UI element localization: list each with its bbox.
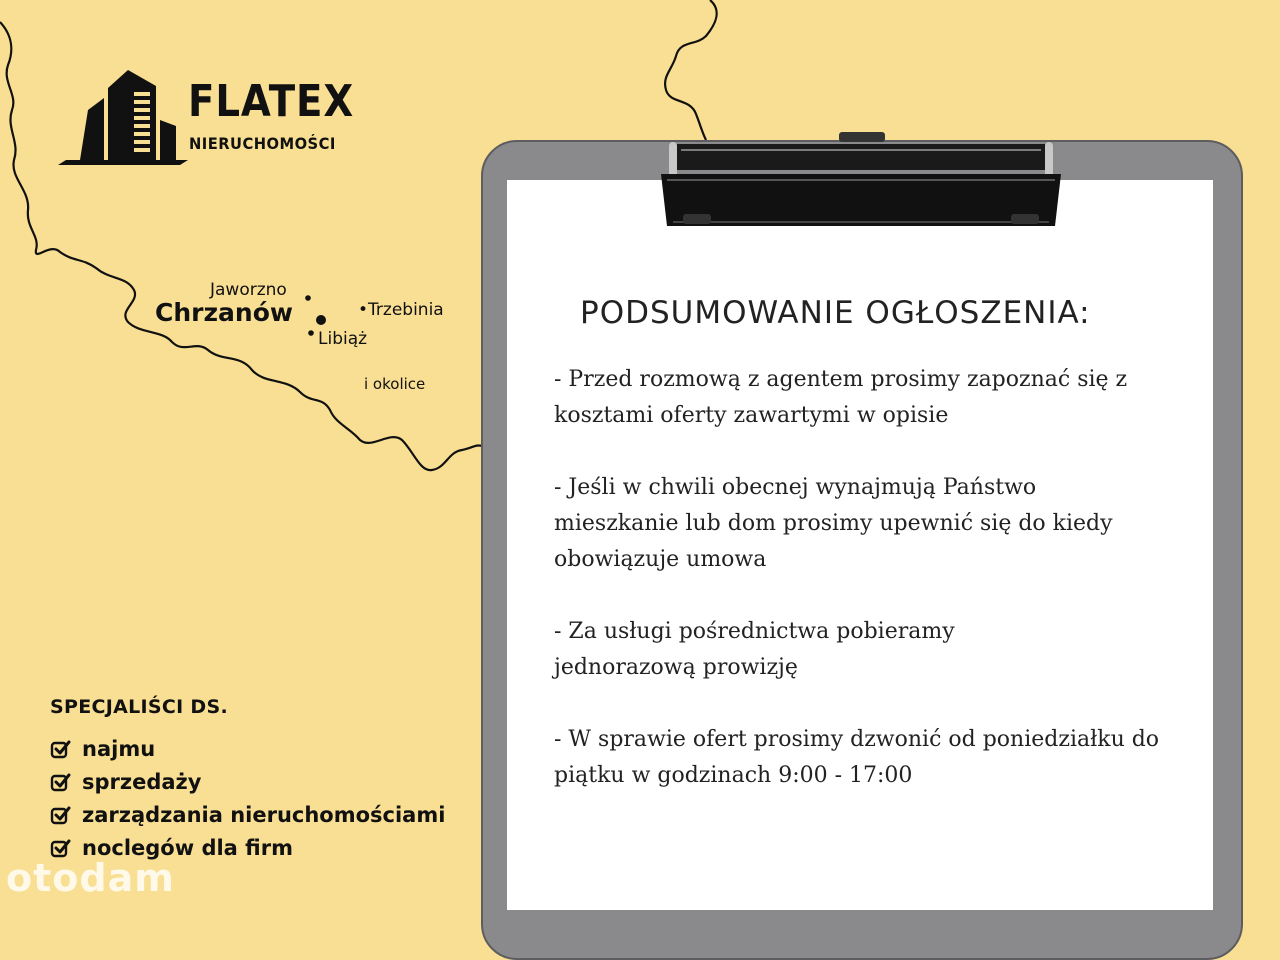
town-jaworzno: Jaworzno [210,280,287,300]
summary-note: - Jeśli w chwili obecnej wynajmują Państwo mieszkanie lub dom prosimy upewnić się do kiedy obowiązuje umowa [554,475,1113,572]
checkbox-checked-icon [50,771,72,793]
specialist-item [50,765,445,798]
summary-note: - Za usługi pośrednictwa pobieramy jednorazową prowizję [554,619,955,680]
jaworzno-dot [305,295,311,301]
brand-name: FLATEX [188,76,355,127]
specialist-item-label: noclegów dla firm [82,835,293,860]
summary-note: - Przed rozmową z agentem prosimy zapoznać się z kosztami oferty zawartymi w opisie [554,367,1128,428]
libiaz-dot [308,330,314,336]
specialist-item [50,798,445,831]
brand-subtitle: NIERUCHOMOŚCI [189,134,336,153]
binder-clip-icon [655,130,1067,232]
specialist-item-label: zarządzania nieruchomościami [82,802,446,827]
checkbox-checked-icon [50,738,72,760]
chrzanow-dot [316,315,326,325]
summary-title: PODSUMOWANIE OGŁOSZENIA: [580,295,1091,331]
town-okolice: i okolice [364,375,426,393]
specialist-item-label: najmu [82,736,156,761]
specialist-item-label: sprzedaży [82,769,202,794]
specialists-block [50,696,445,864]
summary-note: - W sprawie ofert prosimy dzwonić od poniedziałku do piątku w godzinach 9:00 - 17:00 [554,727,1160,788]
checkbox-checked-icon [50,804,72,826]
watermark: otodam [6,856,175,900]
specialist-item [50,732,445,765]
town-libiaz: Libiąż [318,329,368,349]
town-chrzanow: Chrzanów [155,298,293,327]
specialists-heading: SPECJALIŚCI DS. [50,696,228,718]
town-trzebinia: •Trzebinia [358,300,444,320]
